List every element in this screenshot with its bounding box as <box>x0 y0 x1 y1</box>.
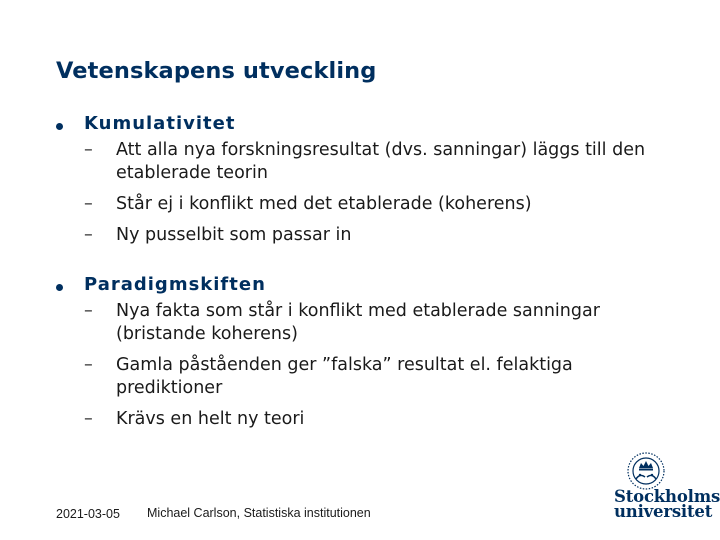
section-paradigmskiften <box>0 274 720 439</box>
bullet-heading-row <box>0 113 720 139</box>
logo-line1: Stockholms <box>614 487 720 506</box>
list-item-text: Gamla påståenden ger ”falska” resultat el. felaktiga prediktioner <box>116 355 573 398</box>
bullet-dot-icon <box>56 123 63 130</box>
bullet-heading-row <box>0 274 720 300</box>
dash-marker: – <box>84 225 93 245</box>
list-item <box>0 300 720 346</box>
dash-marker: – <box>84 140 93 160</box>
list-item-text: Ny pusselbit som passar in <box>116 225 352 245</box>
section-kumulativitet <box>0 113 720 255</box>
logo-line2: universitet <box>614 502 713 521</box>
list-item <box>0 408 720 431</box>
university-logo <box>614 451 720 521</box>
list-item <box>0 354 720 400</box>
footer-date: 2021-03-05 <box>56 507 120 521</box>
list-item-text: Krävs en helt ny teori <box>116 409 305 429</box>
list-item <box>0 193 720 216</box>
crown-seal-icon <box>624 451 668 491</box>
logo-wordmark <box>614 489 720 519</box>
dash-marker: – <box>84 355 93 375</box>
section-heading: Paradigmskiften <box>84 274 266 295</box>
bullet-dot-icon <box>56 284 63 291</box>
dash-marker: – <box>84 194 93 214</box>
slide-title: Vetenskapens utveckling <box>56 58 377 84</box>
list-item-text: Står ej i konflikt med det etablerade (koherens) <box>116 194 532 214</box>
list-item <box>0 139 720 185</box>
dash-marker: – <box>84 409 93 429</box>
footer-author: Michael Carlson, Statistiska institutionen <box>147 506 371 520</box>
list-item <box>0 224 720 247</box>
list-item-text: Nya fakta som står i konflikt med etablerade sanningar (bristande koherens) <box>116 301 600 344</box>
list-item-text: Att alla nya forskningsresultat (dvs. sanningar) läggs till den etablerade teorin <box>116 140 646 183</box>
dash-marker: – <box>84 301 93 321</box>
section-heading: Kumulativitet <box>84 113 236 134</box>
